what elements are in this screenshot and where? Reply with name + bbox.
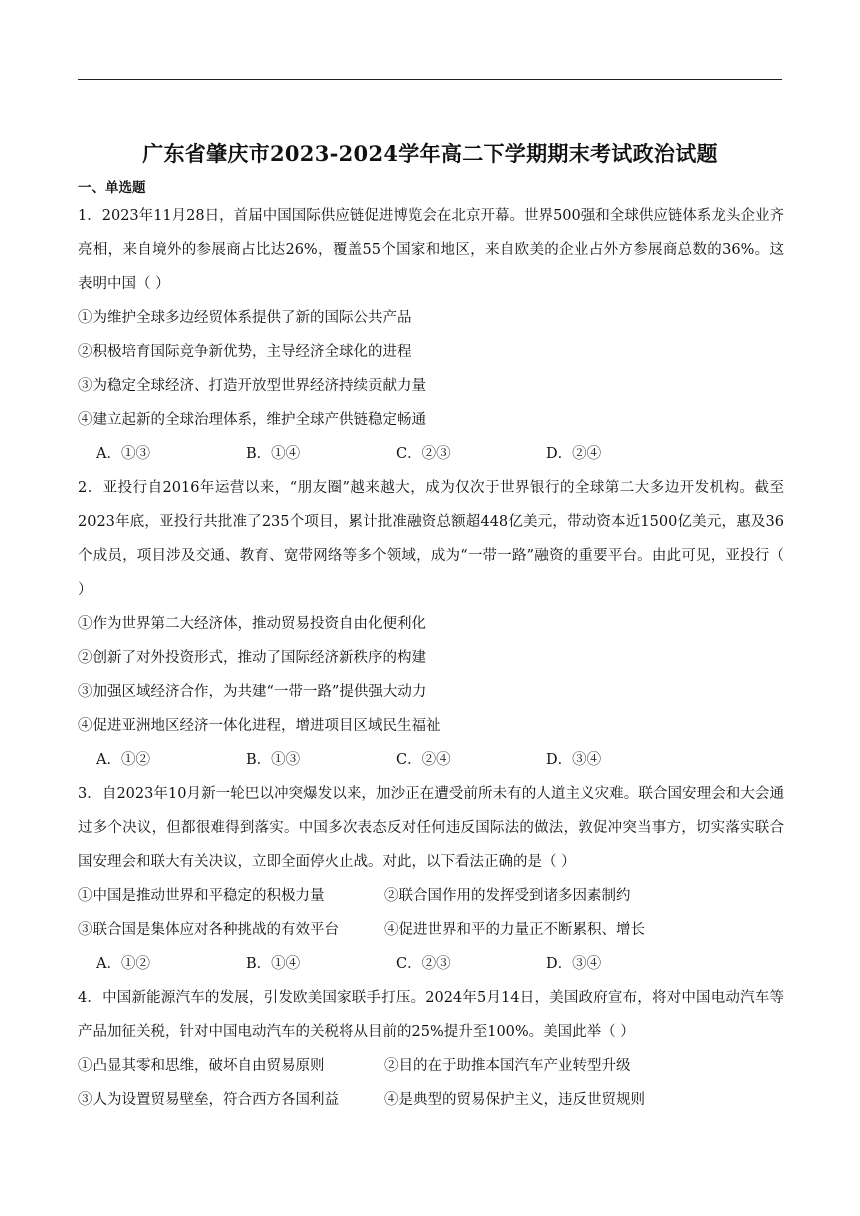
questions-list	[78, 199, 784, 1117]
question-option: ①中国是推动世界和平稳定的积极力量	[78, 888, 325, 904]
question-1	[78, 199, 784, 471]
choice-c: C．②④	[396, 752, 451, 768]
answer-choices	[78, 437, 784, 471]
question-stem: 3．自2023年10月新一轮巴以冲突爆发以来，加沙正在遭受前所未有的人道主义灾难。联合国安理会和大会通过多个决议，但都很难得到落实。中国多次表态反对任何违反国际法的做法，敦促冲突当事方，切实落实联合国安理会和联大有关决议，立即全面停火止战。对此，以下看法正确的是（ ）	[78, 786, 784, 870]
question-4	[78, 981, 784, 1117]
choice-d: D．③④	[546, 752, 602, 768]
question-option: ③加强区域经济合作，为共建“一带一路”提供强大动力	[78, 684, 427, 700]
question-option: ④促进亚洲地区经济一体化进程，增进项目区域民生福祉	[78, 718, 441, 734]
choice-c: C．②③	[396, 956, 451, 972]
question-option: ④建立起新的全球治理体系，维护全球产供链稳定畅通	[78, 412, 426, 428]
choice-b: B．①④	[246, 446, 301, 462]
header-rule	[78, 79, 782, 80]
question-option: ③联合国是集体应对各种挑战的有效平台	[78, 922, 339, 938]
question-option: ②创新了对外投资形式，推动了国际经济新秩序的构建	[78, 650, 426, 666]
answer-choices	[78, 947, 784, 981]
question-option: ②联合国作用的发挥受到诸多因素制约	[384, 888, 631, 904]
choice-a: A．①②	[96, 956, 150, 972]
option-row	[78, 1049, 784, 1083]
choice-a: A．①③	[96, 446, 150, 462]
question-option: ①凸显其零和思维，破坏自由贸易原则	[78, 1058, 325, 1074]
option-row	[78, 879, 784, 913]
answer-choices	[78, 743, 784, 777]
question-option: ③人为设置贸易壁垒，符合西方各国利益	[78, 1092, 339, 1108]
question-option: ①为维护全球多边经贸体系提供了新的国际公共产品	[78, 310, 412, 326]
choice-d: D．③④	[546, 956, 602, 972]
option-row	[78, 913, 784, 947]
document-title: 广东省肇庆市2023-2024学年高二下学期期末考试政治试题	[142, 141, 718, 166]
question-2	[78, 471, 784, 777]
option-row	[78, 1083, 784, 1117]
choice-d: D．②④	[546, 446, 602, 462]
question-stem: 2．亚投行自2016年运营以来，“朋友圈”越来越大，成为仅次于世界银行的全球第二大多边开发机构。截至2023年底，亚投行共批准了235个项目，累计批准融资总额超448亿美元，带动资本近1500亿美元，惠及36个成员，项目涉及交通、教育、宽带网络等多个领域，成为“一带一路”融资的重要平台。由此可见，亚投行（ ）	[78, 480, 784, 598]
question-stem: 4．中国新能源汽车的发展，引发欧美国家联手打压。2024年5月14日，美国政府宣布，将对中国电动汽车等产品加征关税，针对中国电动汽车的关税将从目前的25%提升至100%。美国此举（ ）	[78, 990, 784, 1040]
question-option: ③为稳定全球经济、打造开放型世界经济持续贡献力量	[78, 378, 426, 394]
question-3	[78, 777, 784, 981]
question-option: ②目的在于助推本国汽车产业转型升级	[384, 1058, 631, 1074]
question-option: ④是典型的贸易保护主义，违反世贸规则	[384, 1092, 645, 1108]
question-option: ②积极培育国际竞争新优势，主导经济全球化的进程	[78, 344, 412, 360]
question-option: ①作为世界第二大经济体，推动贸易投资自由化便利化	[78, 616, 426, 632]
choice-b: B．①④	[246, 956, 301, 972]
choice-b: B．①③	[246, 752, 301, 768]
question-stem: 1．2023年11月28日，首届中国国际供应链促进博览会在北京开幕。世界500强和全球供应链体系龙头企业齐亮相，来自境外的参展商占比达26%，覆盖55个国家和地区，来自欧美的企业占外方参展商总数的36%。这表明中国（ ）	[78, 208, 784, 292]
choice-a: A．①②	[96, 752, 150, 768]
choice-c: C．②③	[396, 446, 451, 462]
question-option: ④促进世界和平的力量正不断累积、增长	[384, 922, 645, 938]
section-heading: 一、单选题	[78, 180, 146, 196]
